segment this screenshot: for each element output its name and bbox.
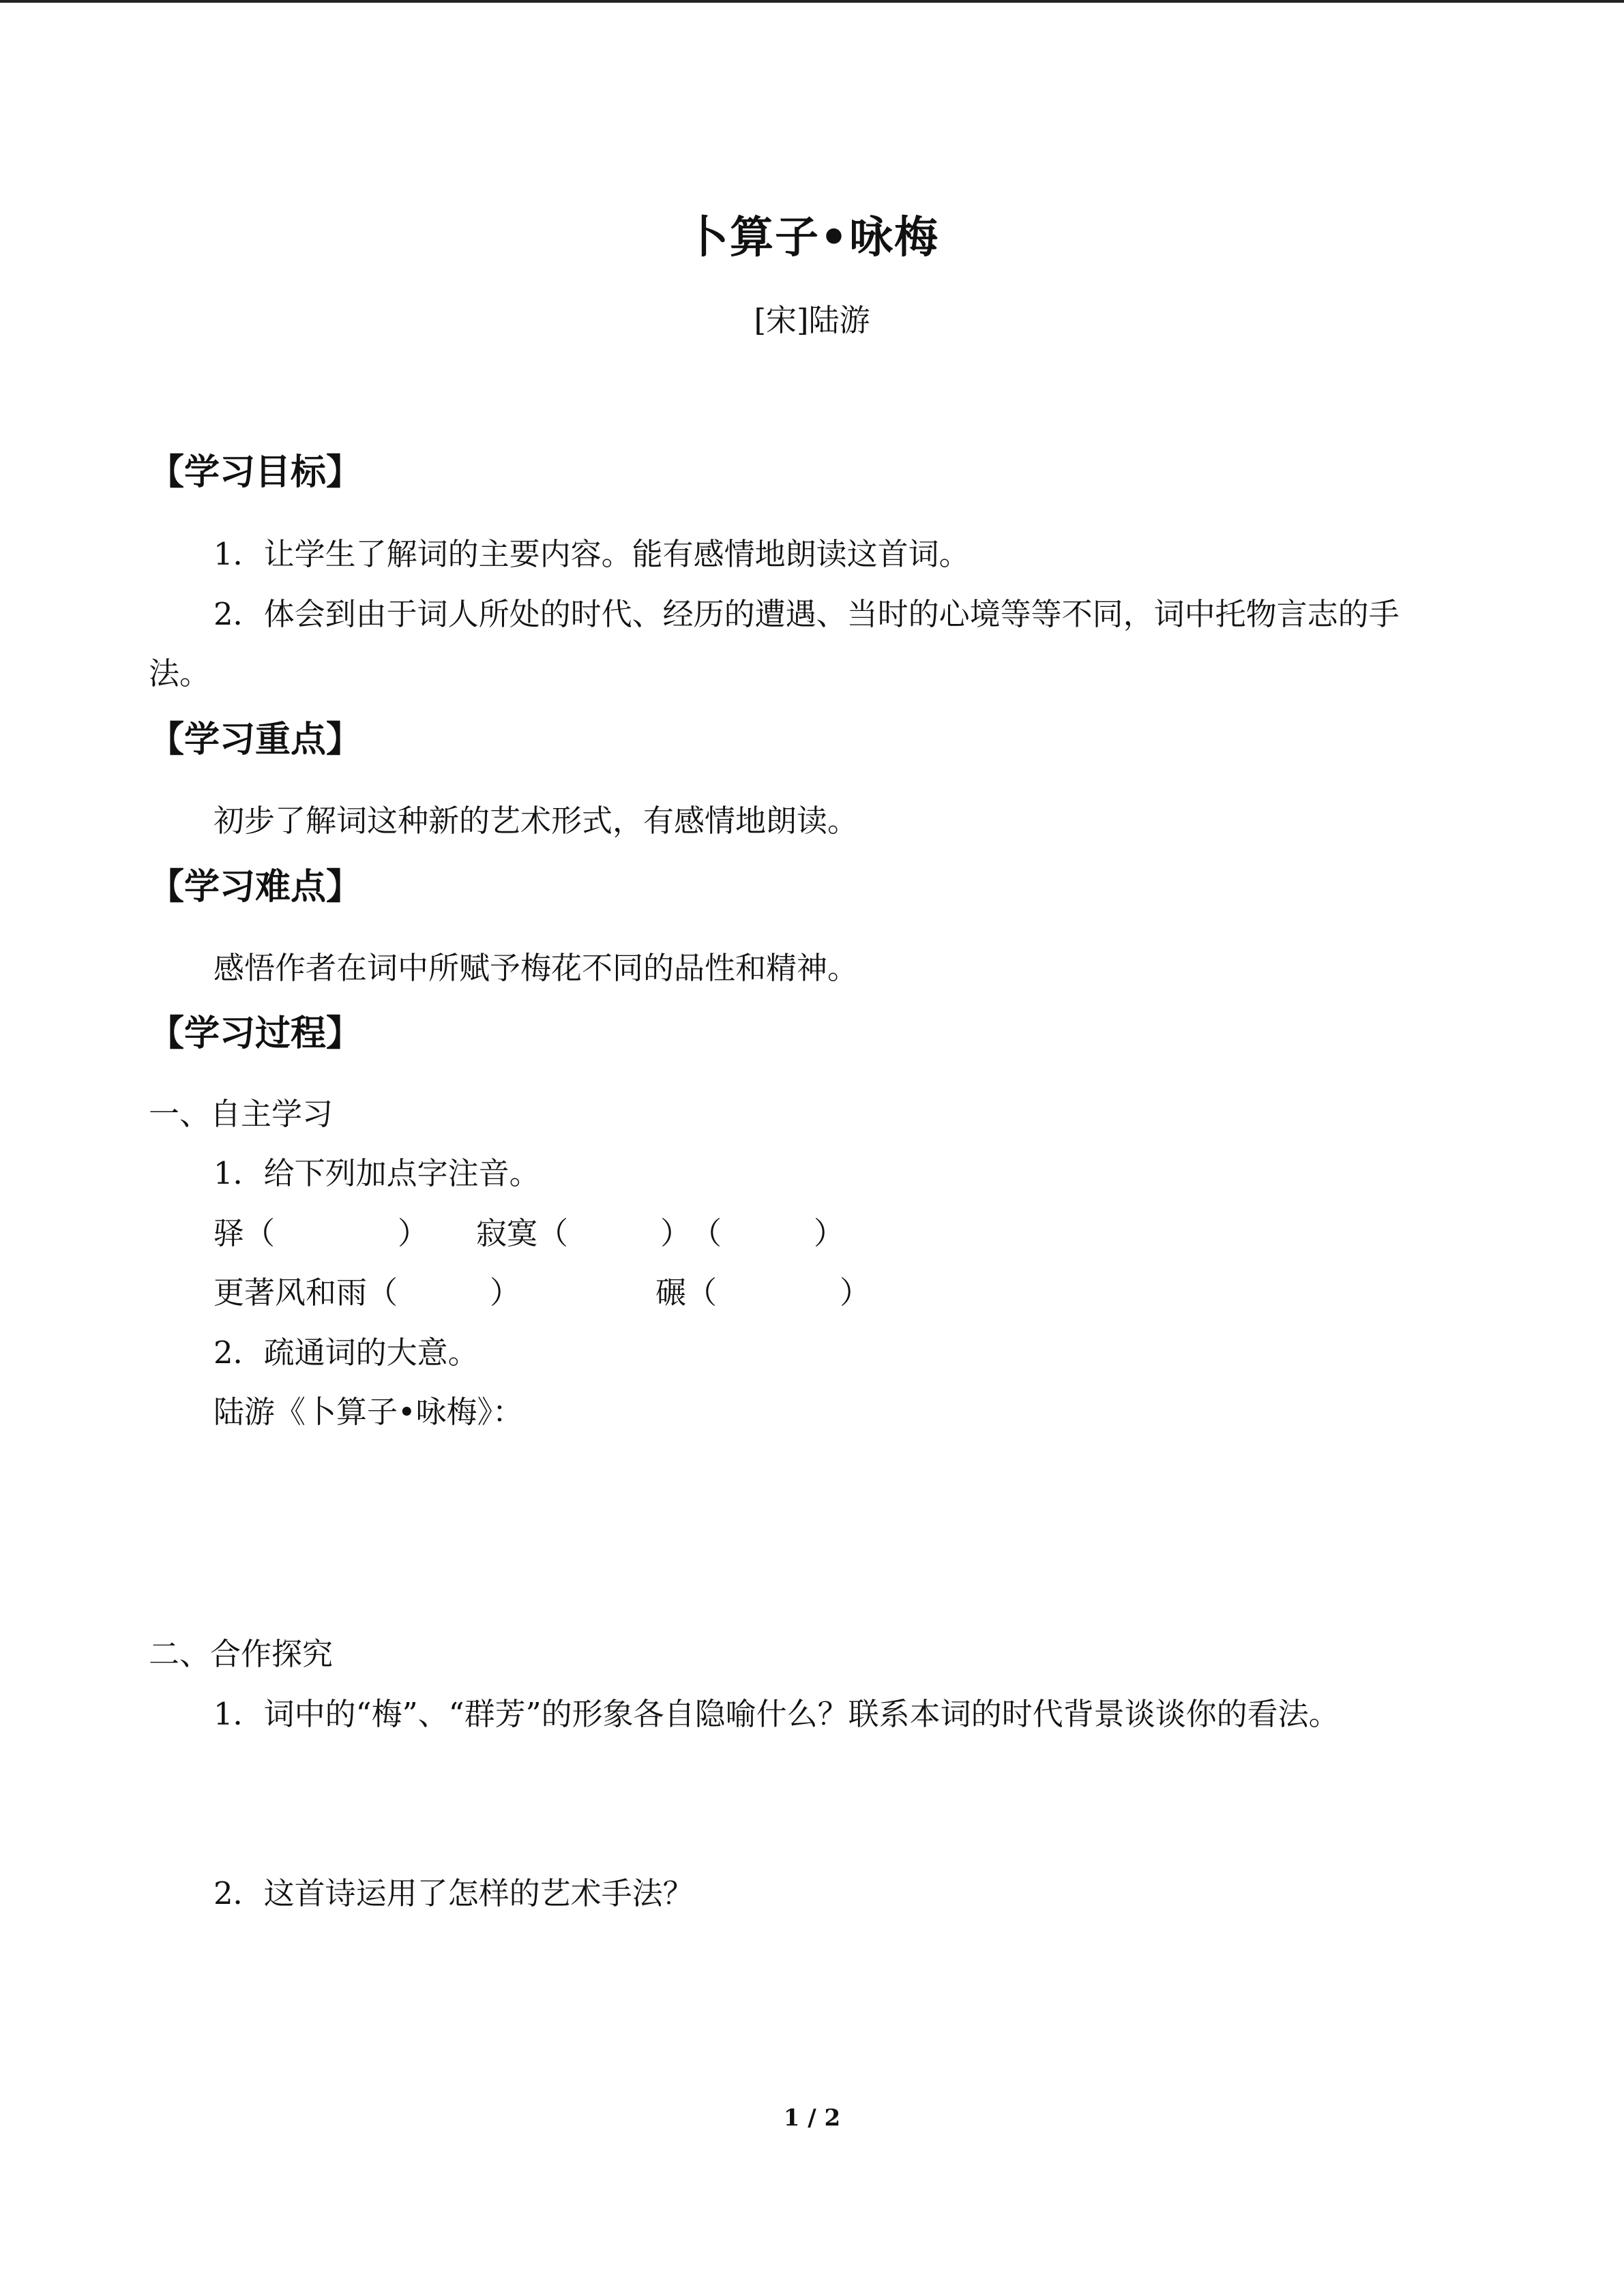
self-study-q2-prompt: 陆游《卜算子•咏梅》： [213,1394,524,1430]
cooperative-title: 二、合作探究 [149,1636,334,1672]
phonetic-word-nian: 碾 [655,1274,687,1311]
page-top-border [0,0,1624,3]
difficulties-text: 感悟作者在词中所赋予梅花不同的品性和精神。 [213,950,859,986]
self-study-q2: 2．疏通词的大意。 [213,1335,479,1371]
phonetic-blank-nian: （ ） [686,1274,871,1311]
phonetic-blank-zhuo: （ ） [367,1274,521,1311]
process-heading: 【学习过程】 [149,1013,362,1054]
self-study-q1: 1．给下列加点字注音。 [213,1155,540,1191]
phonetic-word-jimo: 寂寞 [476,1215,538,1251]
page-title: 卜算子•咏梅 [685,213,939,263]
difficulties-heading: 【学习难点】 [149,867,362,908]
cooperative-q1: 1．词中的“梅”、“群芳”的形象各自隐喻什么？联系本词的时代背景谈谈你的看法。 [213,1696,1340,1732]
objective-item-2-line-1: 2．体会到由于词人所处的时代、经历的遭遇、当时的心境等等不同，词中托物言志的手 [213,596,1400,632]
phonetic-blank-mo: （ ） [691,1215,845,1251]
key-points-heading: 【学习重点】 [149,719,362,760]
phonetic-blank-ji: （ ） [537,1215,692,1251]
key-points-text: 初步了解词这种新的艺术形式，有感情地朗读。 [213,803,859,839]
objective-item-1: 1．让学生了解词的主要内容。能有感情地朗读这首词。 [213,536,970,572]
phonetic-word-zhuo: 更著风和雨 [213,1274,368,1311]
objectives-heading: 【学习目标】 [149,452,362,493]
author-line: [宋]陆游 [754,302,870,338]
phonetic-word-yi: 驿 [213,1215,245,1251]
cooperative-q2: 2．这首诗运用了怎样的艺术手法？ [213,1875,694,1911]
page-number: 1 / 2 [783,2104,841,2132]
objective-item-2-line-2: 法。 [149,655,211,691]
phonetic-blank-yi: （ ） [244,1215,429,1251]
self-study-title: 一、自主学习 [149,1096,334,1132]
